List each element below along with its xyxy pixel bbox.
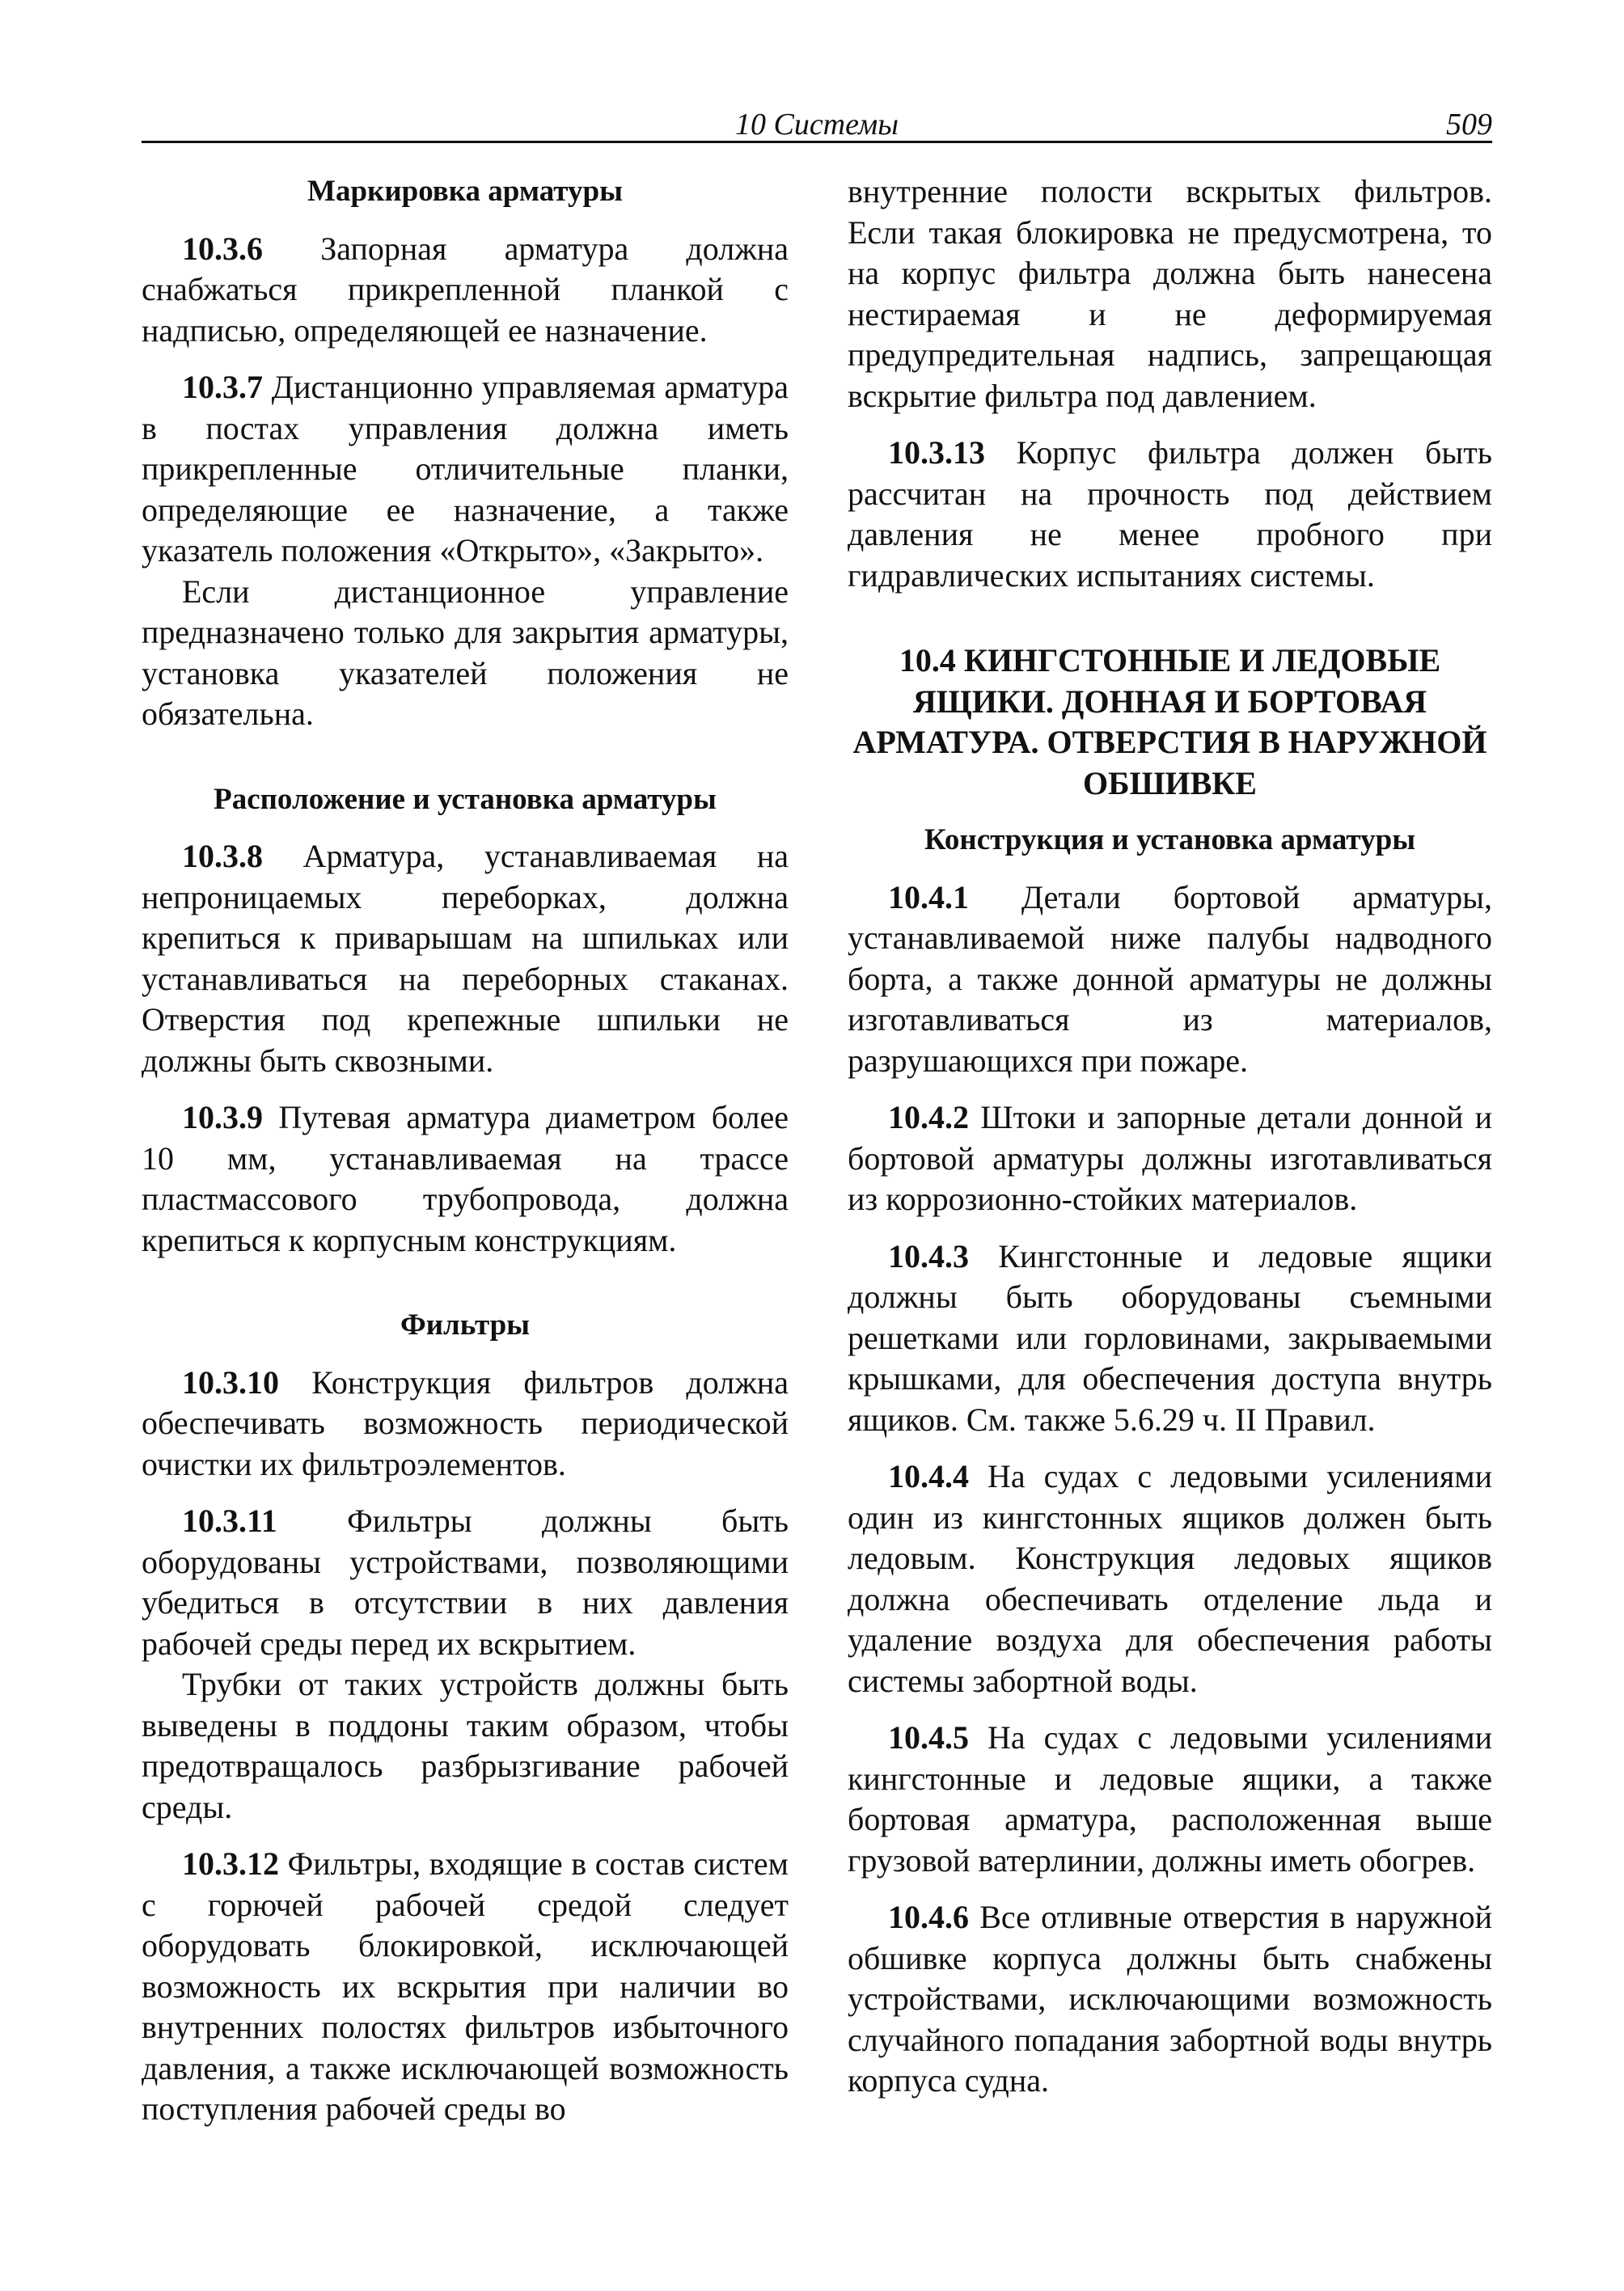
- paragraph-10-3-9: [142, 1097, 789, 1261]
- clause-text: На судах с ледовыми усилениями один из кингстонных ящиков должен быть ледовым. Конструкция ледовых ящиков должна обеспечивать отделение льда и удаление воздуха для обеспечения работы системы забортной воды.: [848, 1458, 1492, 1699]
- subheading-construction: Конструкция и установка арматуры: [924, 823, 1416, 856]
- paragraph-10-3-7: [142, 367, 789, 572]
- header-title: 10 Системы: [734, 108, 899, 142]
- clause-text: Кингстонные и ледовые ящики должны быть оборудованы съемными решетками или горловинами, закрываемыми крышками, для обеспечения доступа внутрь ящиков. См. также 5.6.29 ч. II Правил.: [848, 1237, 1492, 1438]
- paragraph-10-3-7-note: Если дистанционное управление предназначено только для закрытия арматуры, установка указателей положения не обязательна.: [142, 573, 789, 732]
- clause-number: 10.4.5: [888, 1719, 969, 1756]
- clause-number: 10.3.11: [182, 1503, 277, 1539]
- paragraph-10-3-12: [142, 1844, 789, 2130]
- clause-number: 10.3.7: [182, 369, 263, 405]
- paragraph-10-3-6: [142, 229, 789, 352]
- clause-number: 10.3.12: [182, 1845, 279, 1882]
- clause-number: 10.3.6: [182, 230, 263, 267]
- running-header: [142, 104, 1492, 143]
- paragraph-10-4-5: [848, 1718, 1492, 1881]
- paragraph-10-4-3: [848, 1236, 1492, 1441]
- clause-text: Штоки и запорные детали донной и бортовой арматуры должны изготавливаться из коррозионно-стойких материалов.: [848, 1099, 1492, 1217]
- clause-number: 10.3.10: [182, 1363, 279, 1401]
- clause-text: Фильтры, входящие в состав систем с горючей рабочей средой следует оборудовать блокировкой, исключающей возможность их вскрытия при наличии во внутренних полостях фильтров избыточного давления, а также исключающей возможность поступления рабочей среды во: [142, 1845, 789, 2127]
- paragraph-10-3-11-note: Трубки от таких устройств должны быть выведены в поддоны таким образом, чтобы предотвращалось разбрызгивание рабочей среды.: [142, 1666, 789, 1825]
- clause-text: Корпус фильтра должен быть рассчитан на прочность под действием давления не менее пробного при гидравлических испытаниях системы.: [848, 434, 1492, 594]
- paragraph-10-3-13: [848, 433, 1492, 596]
- subheading-filters: Фильтры: [400, 1308, 531, 1342]
- paragraph-10-4-4: [848, 1456, 1492, 1701]
- clause-text: Дистанционно управляемая арматура в постах управления должна иметь прикрепленные отличительные планки, определяющие ее назначение, а также указатель положения «Открыто», «Закрыто».: [142, 369, 789, 569]
- clause-number: 10.3.8: [182, 838, 263, 874]
- paragraph-10-3-10: [142, 1363, 789, 1486]
- clause-number: 10.4.6: [888, 1899, 969, 1935]
- clause-text: Путевая арматура диаметром более 10 мм, устанавливаемая на трассе пластмассового трубопровода, должна крепиться к корпусным конструкциям.: [142, 1099, 789, 1258]
- subheading-location: Расположение и установка арматуры: [214, 782, 717, 816]
- paragraph-10-3-12-continued: внутренние полости вскрытых фильтров. Если такая блокировка не предусмотрена, то на корпус фильтра должна быть нанесена нестираемая и не деформируемая предупредительная надпись, запрещающая вскрытие фильтра под давлением.: [848, 173, 1492, 414]
- left-column: [142, 171, 789, 2146]
- clause-number: 10.4.1: [888, 878, 969, 915]
- page-number: 509: [1446, 108, 1492, 142]
- clause-number: 10.4.4: [888, 1458, 969, 1494]
- paragraph-10-4-1: [848, 877, 1492, 1082]
- paragraph-10-4-2: [848, 1097, 1492, 1220]
- paragraph-10-3-11: [142, 1501, 789, 1664]
- paragraph-10-4-6: [848, 1897, 1492, 2102]
- clause-number: 10.4.3: [888, 1237, 969, 1274]
- section-title-10-4: 10.4 КИНГСТОННЫЕ И ЛЕДОВЫЕ ЯЩИКИ. ДОННАЯ И БОРТОВАЯ АРМАТУРА. ОТВЕРСТИЯ В НАРУЖНОЙ ОБШИВКЕ: [852, 642, 1487, 801]
- right-column: [848, 171, 1492, 2118]
- clause-text: Детали бортовой арматуры, устанавливаемой ниже палубы надводного борта, а также донной арматуры не должны изготавливаться из материалов, разрушающихся при пожаре.: [848, 878, 1492, 1079]
- clause-text: Запорная арматура должна снабжаться прикрепленной планкой с надписью, определяющей ее назначение.: [142, 230, 789, 349]
- clause-text: Конструкция фильтров должна обеспечивать возможность периодической очистки их фильтроэлементов.: [142, 1363, 789, 1482]
- paragraph-10-3-8: [142, 836, 789, 1081]
- clause-number: 10.3.13: [888, 434, 985, 471]
- clause-text: Фильтры должны быть оборудованы устройствами, позволяющими убедиться в отсутствии в них давления рабочей среды перед их вскрытием.: [142, 1503, 789, 1662]
- clause-text: Все отливные отверстия в наружной обшивке корпуса должны быть снабжены устройствами, исключающими возможность случайного попадания забортной воды внутрь корпуса судна.: [848, 1899, 1492, 2099]
- clause-number: 10.3.9: [182, 1099, 263, 1135]
- clause-number: 10.4.2: [888, 1099, 969, 1135]
- clause-text: Арматура, устанавливаемая на непроницаемых переборках, должна крепиться к приварышам на шпильках или устанавливаться на переборных стаканах. Отверстия под крепежные шпильки не должны быть сквозными.: [142, 838, 789, 1079]
- clause-text: На судах с ледовыми усилениями кингстонные и ледовые ящики, а также бортовая арматура, расположенная выше грузовой ватерлинии, должны иметь обогрев.: [848, 1719, 1492, 1879]
- subheading-marking: Маркировка арматуры: [307, 175, 623, 208]
